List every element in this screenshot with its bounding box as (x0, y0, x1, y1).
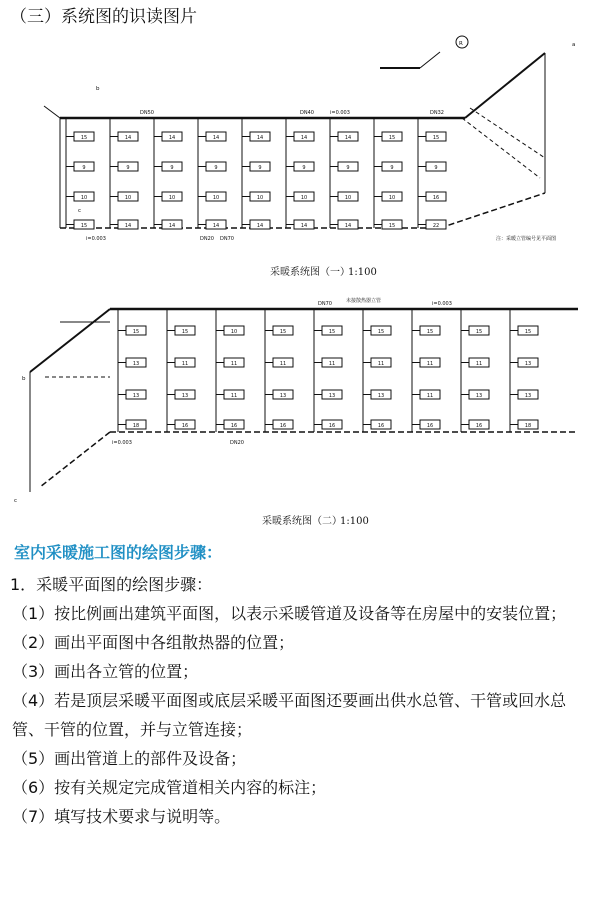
d2-radiator-count: 13 (377, 393, 385, 399)
d1-radiator-count: 9 (434, 165, 438, 171)
d2-radiator-count: 11 (230, 393, 238, 399)
d1-radiator-count: 14 (124, 135, 132, 141)
d2-radiator-count: 13 (132, 361, 140, 367)
heating-system-diagram-1 (0, 28, 600, 290)
d2-radiator-count: 16 (426, 423, 434, 429)
d2-radiator-count: 13 (524, 393, 532, 399)
d2-radiator-count: 15 (181, 329, 189, 335)
d2-radiator-count: 15 (377, 329, 385, 335)
d2-radiator-count: 13 (328, 393, 336, 399)
d2-radiator-count: 10 (230, 329, 238, 335)
d2-radiator-count: 13 (475, 393, 483, 399)
d1-radiator-count: 14 (168, 223, 176, 229)
label-slope-bottom: i=0.003 (86, 236, 106, 242)
heating-system-diagram-2 (0, 292, 600, 532)
page-title: （三）系统图的识读图片 (10, 7, 197, 27)
d1-radiator-count: 9 (258, 165, 262, 171)
label-c: c (14, 498, 18, 504)
step-item: （7）填写技术要求与说明等。 (12, 807, 231, 826)
d1-radiator-count: 22 (432, 223, 440, 229)
d1-radiator-count: 9 (214, 165, 218, 171)
d2-radiator-count: 15 (426, 329, 434, 335)
d1-radiator-count: 9 (170, 165, 174, 171)
d2-radiator-count: 11 (230, 361, 238, 367)
diagram-1-scale: 1:100 (348, 267, 377, 278)
d2-radiator-count: 11 (426, 361, 434, 367)
label-dn20: DN20 (230, 440, 244, 446)
label-c: c (78, 208, 82, 214)
d1-radiator-count: 10 (124, 195, 132, 201)
d2-radiator-count: 11 (377, 361, 385, 367)
label-dn70: DN70 (220, 236, 234, 242)
d2-radiator-count: 13 (524, 361, 532, 367)
d2-radiator-count: 16 (279, 423, 287, 429)
label-dn20: DN20 (200, 236, 214, 242)
diagram-2-scale: 1:100 (340, 516, 369, 527)
d1-radiator-count: 10 (212, 195, 220, 201)
d1-radiator-count: 10 (388, 195, 396, 201)
d1-radiator-count: 15 (388, 223, 396, 229)
d2-radiator-count: 11 (181, 361, 189, 367)
d1-radiator-count: 14 (168, 135, 176, 141)
label-dn50: DN50 (140, 110, 154, 116)
d2-radiator-count: 15 (279, 329, 287, 335)
step-item: （1）按比例画出建筑平面图，以表示采暖管道及设备等在房屋中的安装位置； (12, 604, 567, 623)
d1-radiator-count: 14 (344, 135, 352, 141)
label-b: b (96, 86, 100, 92)
d1-radiator-count: 9 (302, 165, 306, 171)
label-slope-top: i=0.003 (330, 110, 350, 116)
d1-radiator-count: 10 (168, 195, 176, 201)
d1-radiator-count: 9 (346, 165, 350, 171)
label-b: b (22, 376, 26, 382)
d1-radiator-count: 9 (82, 165, 86, 171)
d1-radiator-count: 9 (126, 165, 130, 171)
section-heading: 室内采暖施工图的绘图步骤： (14, 543, 223, 562)
d2-radiator-count: 16 (230, 423, 238, 429)
d2-radiator-count: 11 (475, 361, 483, 367)
diagram-1-caption: 采暖系统图（一） (270, 267, 350, 278)
steps-list (10, 570, 596, 831)
d2-radiator-count: 15 (328, 329, 336, 335)
d2-radiator-count: 13 (279, 393, 287, 399)
d2-radiator-count: 11 (279, 361, 287, 367)
diagram-2-caption: 采暖系统图（二） (262, 516, 342, 527)
d2-radiator-count: 16 (475, 423, 483, 429)
diagram-2-note: 未接散热器立管 (346, 298, 382, 304)
d1-radiator-count: 10 (256, 195, 264, 201)
d1-radiator-count: 10 (344, 195, 352, 201)
label-dn70: DN70 (318, 301, 332, 307)
label-a: a (572, 42, 576, 48)
d2-radiator-count: 11 (328, 361, 336, 367)
label-dn32: DN32 (430, 110, 444, 116)
step-item: （3）画出各立管的位置； (12, 662, 199, 681)
step-item: （4）若是顶层采暖平面图或底层采暖平面图还要画出供水总管、干管或回水总管、干管的位置，并与立管连接； (12, 691, 567, 739)
d1-radiator-count: 14 (124, 223, 132, 229)
d2-radiator-count: 13 (181, 393, 189, 399)
d1-radiator-count: 14 (256, 135, 264, 141)
d1-radiator-count: 14 (300, 135, 308, 141)
label-r: R (459, 41, 463, 47)
d1-radiator-count: 9 (390, 165, 394, 171)
d1-radiator-count: 15 (80, 223, 88, 229)
d1-radiator-count: 14 (212, 135, 220, 141)
d1-radiator-count: 15 (432, 135, 440, 141)
d2-radiator-count: 15 (475, 329, 483, 335)
d2-radiator-count: 11 (426, 393, 434, 399)
step-item: （5）画出管道上的部件及设备； (12, 749, 247, 768)
diagram-1-note: 注：采暖立管编号见平面图 (496, 236, 557, 242)
d2-radiator-count: 18 (132, 423, 140, 429)
d2-radiator-count: 16 (328, 423, 336, 429)
step-item: （6）按有关规定完成管道相关内容的标注； (12, 778, 327, 797)
d1-radiator-count: 14 (300, 223, 308, 229)
d1-radiator-count: 14 (256, 223, 264, 229)
d2-radiator-count: 13 (132, 393, 140, 399)
label-slope-bottom: i=0.003 (112, 440, 132, 446)
steps-intro: 1．采暖平面图的绘图步骤： (10, 575, 213, 594)
d1-radiator-count: 16 (432, 195, 440, 201)
d1-radiator-count: 15 (388, 135, 396, 141)
label-slope-top: i=0.003 (432, 301, 452, 307)
label-dn40: DN40 (300, 110, 314, 116)
step-item: （2）画出平面图中各组散热器的位置； (12, 633, 295, 652)
d2-radiator-count: 18 (524, 423, 532, 429)
d1-radiator-count: 14 (212, 223, 220, 229)
d2-radiator-count: 16 (181, 423, 189, 429)
d1-radiator-count: 15 (80, 135, 88, 141)
d1-radiator-count: 10 (300, 195, 308, 201)
d2-radiator-count: 15 (132, 329, 140, 335)
d2-radiator-count: 16 (377, 423, 385, 429)
d1-radiator-count: 14 (344, 223, 352, 229)
d1-radiator-count: 10 (80, 195, 88, 201)
d2-radiator-count: 15 (524, 329, 532, 335)
